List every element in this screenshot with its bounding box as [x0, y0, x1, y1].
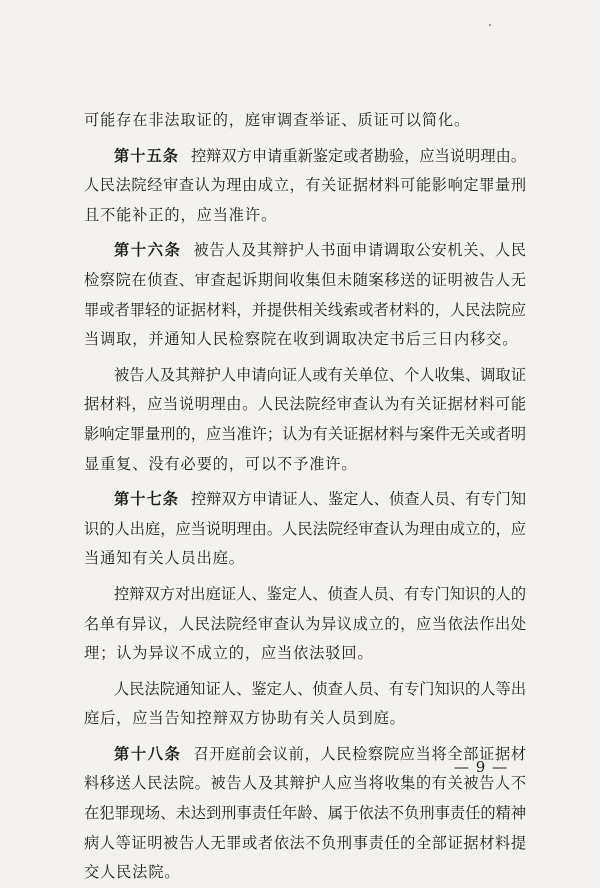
- text-line: 据材料，应当说明理由。人民法院经审查认为有关证据材料可能: [84, 395, 526, 414]
- article-17-paragraph-2: [84, 580, 526, 669]
- text-line: 显重复、没有必要的，可以不予准许。: [84, 454, 358, 473]
- article-15: [84, 142, 526, 231]
- article-16-heading: 第十六条: [114, 241, 182, 260]
- text-fragment: 召开庭前会议前，人民检察院应当将全部证据材: [193, 744, 526, 763]
- text-line: 人民法院经审查认为理由成立，有关证据材料可能影响定罪量刑: [84, 176, 526, 195]
- text-line: 病人等证明被告人无罪或者依法不负刑事责任的全部证据材料提: [84, 833, 526, 852]
- page-number: — 9 —: [454, 758, 509, 776]
- text-line: 控辩双方对出庭证人、鉴定人、侦查人员、有专门知识的人的: [114, 584, 526, 603]
- article-16: [84, 236, 526, 354]
- text-line: 料移送人民法院。被告人及其辩护人应当将收集的有关被告人不: [84, 774, 526, 793]
- article-18-heading: 第十八条: [114, 744, 182, 763]
- text-fragment: 被告人及其辩护人书面申请调取公安机关、人民: [193, 241, 526, 260]
- article-15-heading: 第十五条: [114, 146, 179, 165]
- scan-speck: [489, 24, 491, 26]
- article-17-heading: 第十七条: [114, 490, 179, 509]
- text-line: 庭后，应当告知控辩双方协助有关人员到庭。: [84, 709, 406, 728]
- text-line: 交人民法院。: [84, 863, 181, 882]
- text-line: 被告人及其辩护人申请向证人或有关单位、个人收集、调取证: [114, 365, 526, 384]
- article-17-first-line: [84, 485, 526, 515]
- text-fragment: 控辩双方申请证人、鉴定人、侦查人员、有专门知: [190, 490, 527, 509]
- article-15-first-line: [84, 142, 526, 172]
- text-line: 影响定罪量刑的，应当准许；认为有关证据材料与案件无关或者明: [84, 424, 526, 443]
- text-line: 且不能补正的，应当准许。: [84, 205, 278, 224]
- text-fragment: 控辩双方申请重新鉴定或者勘验，应当说明理由。: [190, 146, 527, 165]
- text-line: 名单有异议，人民法院经审查认为异议成立的，应当依法作出处: [84, 614, 526, 633]
- text-line: 罪或者罪轻的证据材料，并提供相关线索或者材料的，人民法院应: [84, 300, 526, 319]
- text-line: 人民法院通知证人、鉴定人、侦查人员、有专门知识的人等出: [114, 679, 526, 698]
- paragraph-continuation: [84, 106, 526, 136]
- text-line: 理；认为异议不成立的，应当依法驳回。: [84, 644, 374, 663]
- text-line: 可能存在非法取证的，庭审调查举证、质证可以简化。: [84, 111, 471, 129]
- text-line: 在犯罪现场、未达到刑事责任年龄、属于依法不负刑事责任的精神: [84, 804, 526, 823]
- text-line: 当调取，并通知人民检察院在收到调取决定书后三日内移交。: [84, 330, 519, 349]
- text-line: 检察院在侦查、审查起诉期间收集但未随案移送的证明被告人无: [84, 270, 526, 289]
- text-line: 识的人出庭，应当说明理由。人民法院经审查认为理由成立的，应: [84, 519, 526, 538]
- article-16-first-line: [84, 236, 526, 266]
- article-16-paragraph-2: [84, 361, 526, 479]
- article-17-paragraph-3: [84, 675, 526, 734]
- text-line: 当通知有关人员出庭。: [84, 549, 245, 568]
- article-17: [84, 485, 526, 574]
